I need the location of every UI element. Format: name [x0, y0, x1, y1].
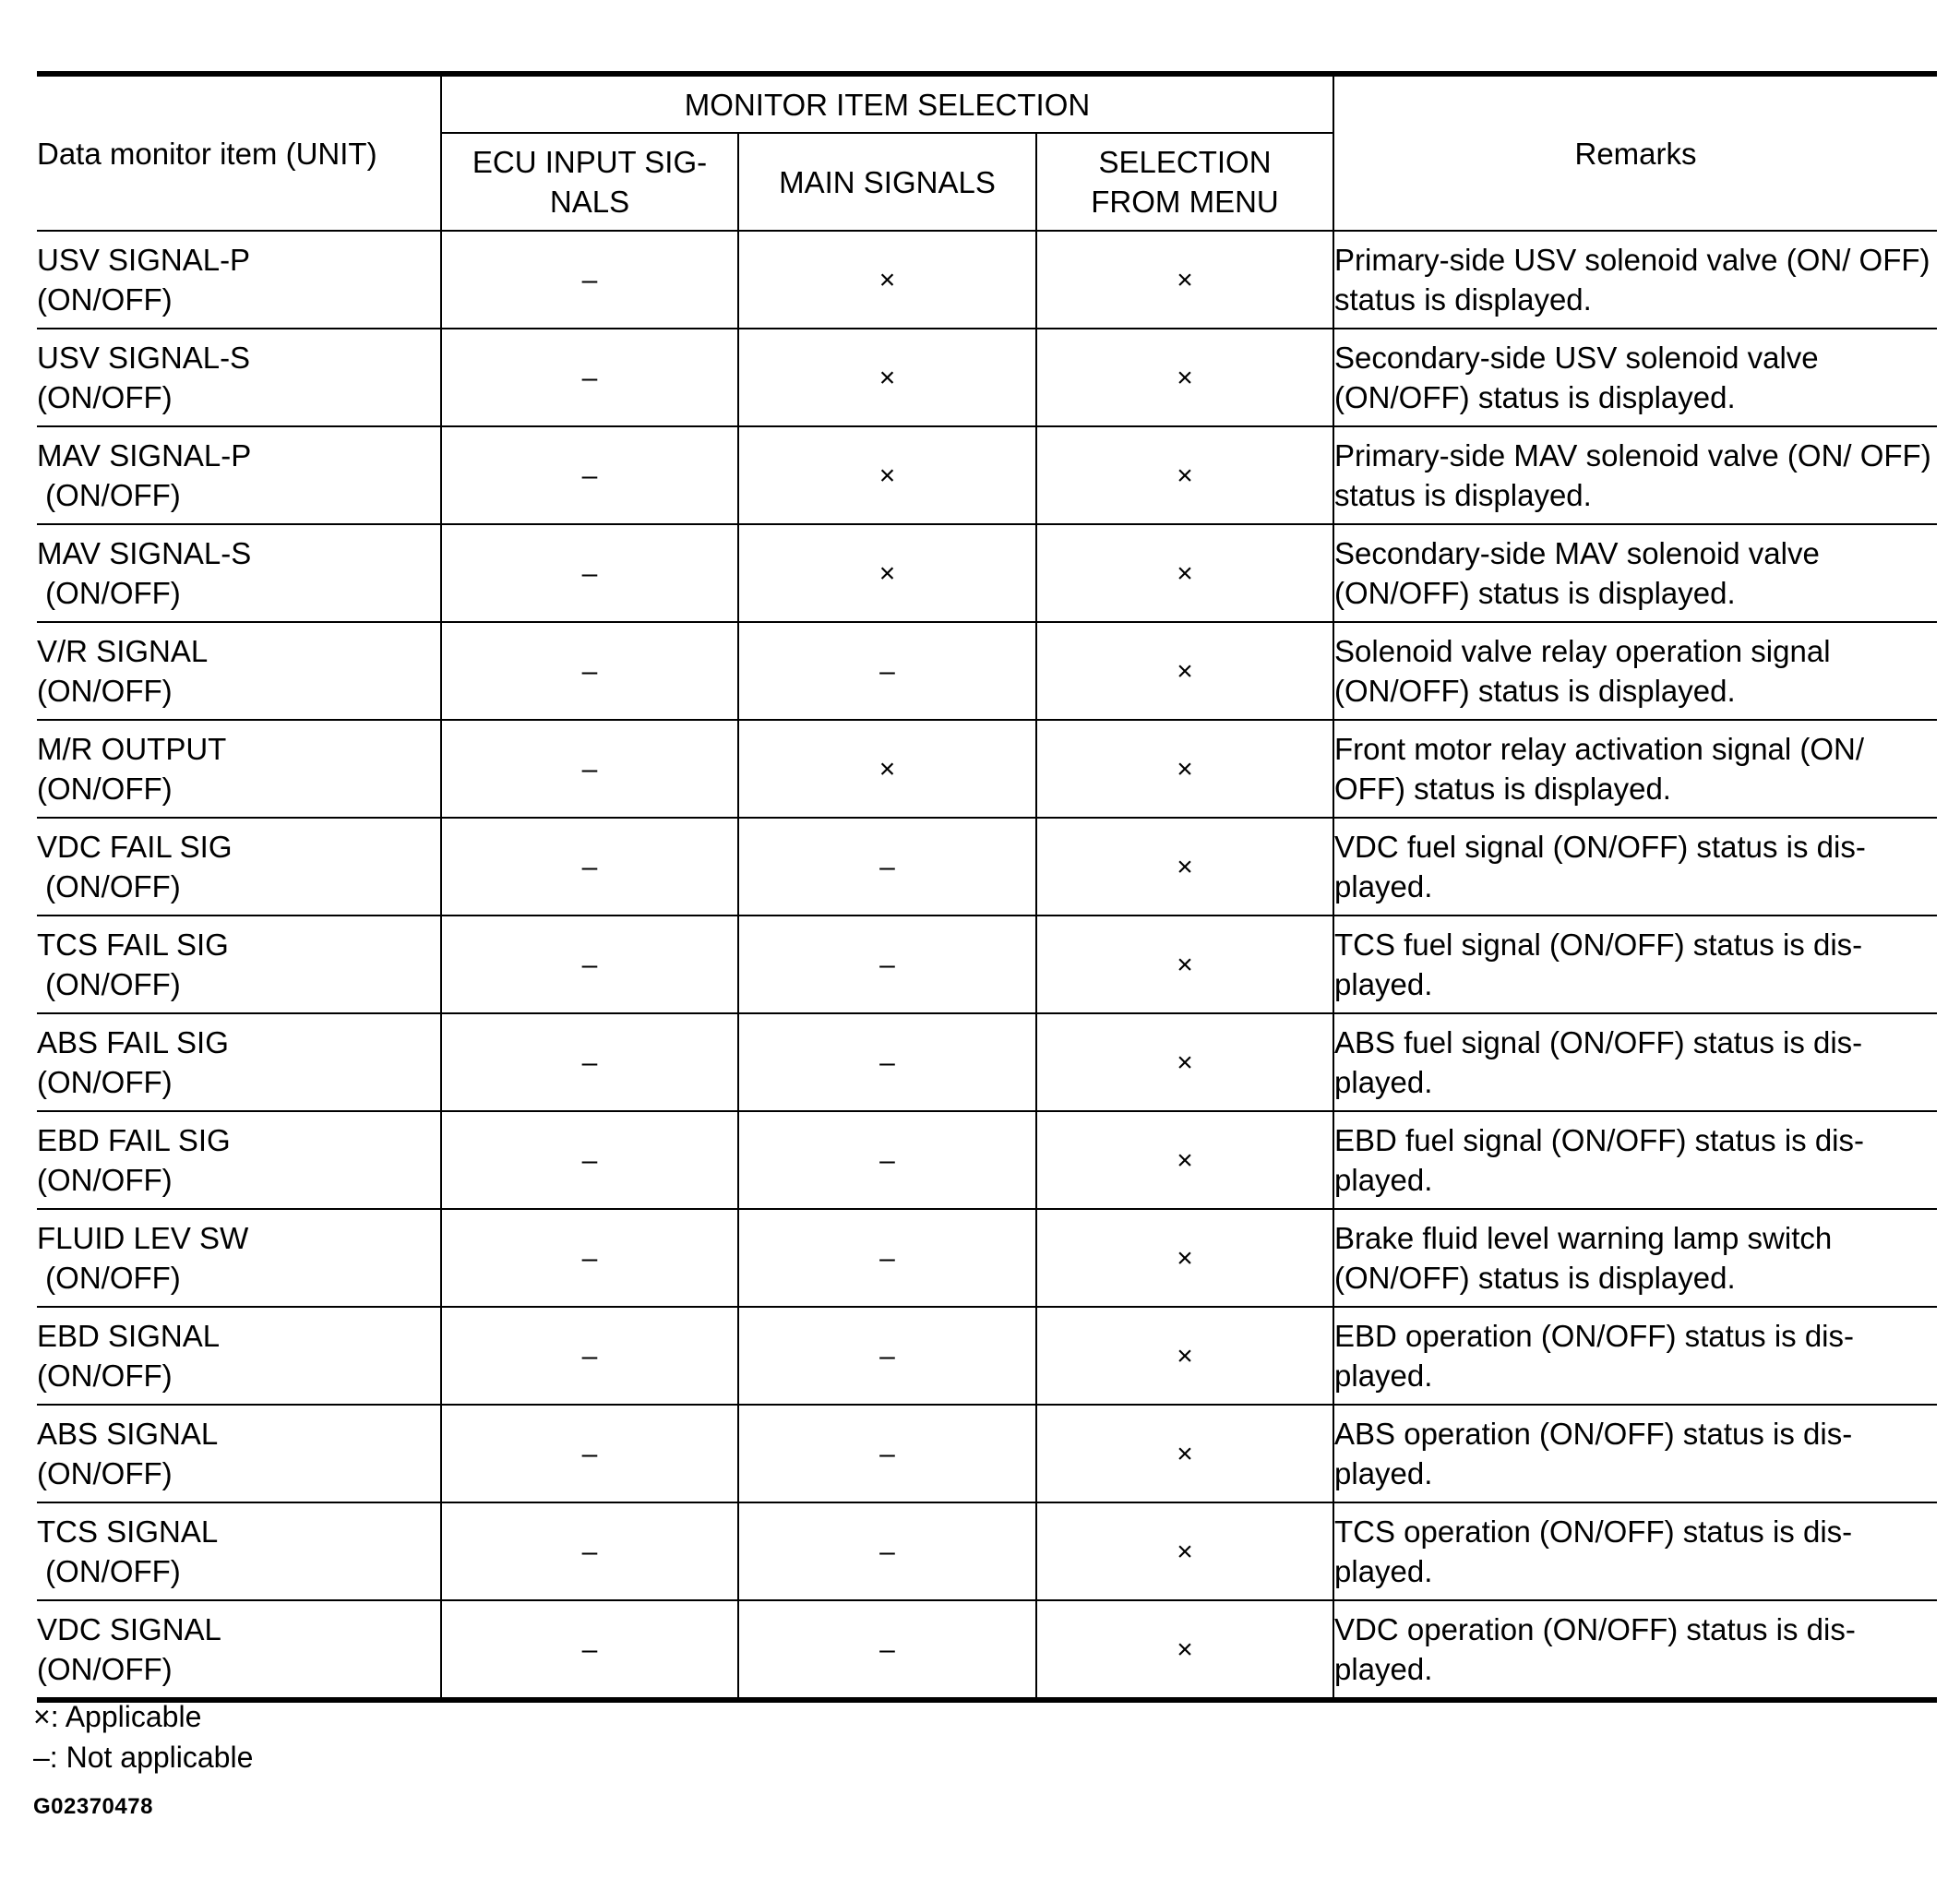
- selection-from-menu-mark: ×: [1036, 1600, 1333, 1700]
- main-signals-mark: –: [738, 1600, 1036, 1700]
- monitor-item-cell: TCS FAIL SIG (ON/OFF): [37, 916, 441, 1013]
- table-row: [37, 818, 1937, 916]
- table-row: [37, 231, 1937, 329]
- monitor-item-cell: EBD FAIL SIG (ON/OFF): [37, 1111, 441, 1209]
- main-signals-mark: –: [738, 1111, 1036, 1209]
- main-signals-mark: ×: [738, 720, 1036, 818]
- header-ecu-input-signals: [441, 133, 738, 231]
- remarks-cell: Front motor relay activation signal (ON/ OFF) status is displayed.: [1333, 720, 1937, 818]
- selection-from-menu-mark: ×: [1036, 524, 1333, 622]
- selection-from-menu-mark: ×: [1036, 1013, 1333, 1111]
- header-monitor-item-selection: MONITOR ITEM SELECTION: [441, 74, 1333, 133]
- remarks-cell: VDC fuel signal (ON/OFF) status is dis- played.: [1333, 818, 1937, 916]
- monitor-item-cell: USV SIGNAL-S (ON/OFF): [37, 329, 441, 426]
- table-row: [37, 1209, 1937, 1307]
- selection-from-menu-mark: ×: [1036, 231, 1333, 329]
- selection-from-menu-mark: ×: [1036, 1111, 1333, 1209]
- monitor-item-cell: MAV SIGNAL-S (ON/OFF): [37, 524, 441, 622]
- main-signals-mark: ×: [738, 426, 1036, 524]
- monitor-item-cell: FLUID LEV SW (ON/OFF): [37, 1209, 441, 1307]
- table-row: [37, 524, 1937, 622]
- table-row: [37, 1307, 1937, 1405]
- remarks-cell: ABS fuel signal (ON/OFF) status is dis- played.: [1333, 1013, 1937, 1111]
- selection-from-menu-mark: ×: [1036, 1502, 1333, 1600]
- figure-id: G02370478: [33, 1794, 153, 1819]
- selection-from-menu-mark: ×: [1036, 1405, 1333, 1502]
- legend-not-applicable: –: Not applicable: [33, 1741, 254, 1774]
- table-row: [37, 622, 1937, 720]
- remarks-cell: Brake fluid level warning lamp switch (ON/OFF) status is displayed.: [1333, 1209, 1937, 1307]
- header-selection-line-1: SELECTION: [1098, 145, 1272, 179]
- ecu-input-mark: –: [441, 329, 738, 426]
- header-selection-line-2: FROM MENU: [1091, 185, 1279, 219]
- ecu-input-mark: –: [441, 1307, 738, 1405]
- remarks-cell: Primary-side MAV solenoid valve (ON/ OFF) status is displayed.: [1333, 426, 1937, 524]
- ecu-input-mark: –: [441, 622, 738, 720]
- monitor-item-cell: V/R SIGNAL (ON/OFF): [37, 622, 441, 720]
- ecu-input-mark: –: [441, 1600, 738, 1700]
- monitor-item-cell: ABS SIGNAL (ON/OFF): [37, 1405, 441, 1502]
- main-signals-mark: –: [738, 916, 1036, 1013]
- main-signals-mark: ×: [738, 231, 1036, 329]
- monitor-item-cell: MAV SIGNAL-P (ON/OFF): [37, 426, 441, 524]
- table-row: [37, 916, 1937, 1013]
- monitor-item-cell: EBD SIGNAL (ON/OFF): [37, 1307, 441, 1405]
- table-row: [37, 1405, 1937, 1502]
- remarks-cell: Primary-side USV solenoid valve (ON/ OFF) status is displayed.: [1333, 231, 1937, 329]
- ecu-input-mark: –: [441, 426, 738, 524]
- table-row: [37, 1600, 1937, 1700]
- ecu-input-mark: –: [441, 1013, 738, 1111]
- selection-from-menu-mark: ×: [1036, 818, 1333, 916]
- table-row: [37, 1111, 1937, 1209]
- header-data-monitor-item: Data monitor item (UNIT): [37, 74, 441, 231]
- ecu-input-mark: –: [441, 720, 738, 818]
- remarks-cell: ABS operation (ON/OFF) status is dis- played.: [1333, 1405, 1937, 1502]
- ecu-input-mark: –: [441, 916, 738, 1013]
- monitor-item-cell: USV SIGNAL-P (ON/OFF): [37, 231, 441, 329]
- ecu-input-mark: –: [441, 818, 738, 916]
- header-remarks: Remarks: [1333, 74, 1937, 231]
- remarks-cell: VDC operation (ON/OFF) status is dis- played.: [1333, 1600, 1937, 1700]
- table-row: [37, 720, 1937, 818]
- ecu-input-mark: –: [441, 524, 738, 622]
- main-signals-mark: –: [738, 1209, 1036, 1307]
- selection-from-menu-mark: ×: [1036, 916, 1333, 1013]
- remarks-cell: EBD fuel signal (ON/OFF) status is dis- played.: [1333, 1111, 1937, 1209]
- remarks-cell: EBD operation (ON/OFF) status is dis- played.: [1333, 1307, 1937, 1405]
- main-signals-mark: ×: [738, 329, 1036, 426]
- main-signals-mark: –: [738, 1307, 1036, 1405]
- selection-from-menu-mark: ×: [1036, 329, 1333, 426]
- monitor-item-cell: TCS SIGNAL (ON/OFF): [37, 1502, 441, 1600]
- selection-from-menu-mark: ×: [1036, 1307, 1333, 1405]
- selection-from-menu-mark: ×: [1036, 622, 1333, 720]
- monitor-item-cell: VDC SIGNAL (ON/OFF): [37, 1600, 441, 1700]
- ecu-input-mark: –: [441, 231, 738, 329]
- header-main-signals: MAIN SIGNALS: [738, 133, 1036, 231]
- table-row: [37, 426, 1937, 524]
- header-ecu-line-2: NALS: [549, 185, 630, 219]
- ecu-input-mark: –: [441, 1502, 738, 1600]
- ecu-input-mark: –: [441, 1111, 738, 1209]
- selection-from-menu-mark: ×: [1036, 1209, 1333, 1307]
- remarks-cell: TCS fuel signal (ON/OFF) status is dis- played.: [1333, 916, 1937, 1013]
- table-row: [37, 329, 1937, 426]
- main-signals-mark: –: [738, 1405, 1036, 1502]
- monitor-item-cell: VDC FAIL SIG (ON/OFF): [37, 818, 441, 916]
- remarks-cell: TCS operation (ON/OFF) status is dis- played.: [1333, 1502, 1937, 1600]
- remarks-cell: Solenoid valve relay operation signal (ON/OFF) status is displayed.: [1333, 622, 1937, 720]
- remarks-cell: Secondary-side MAV solenoid valve (ON/OFF) status is displayed.: [1333, 524, 1937, 622]
- selection-from-menu-mark: ×: [1036, 426, 1333, 524]
- monitor-item-cell: M/R OUTPUT (ON/OFF): [37, 720, 441, 818]
- header-ecu-line-1: ECU INPUT SIG-: [472, 145, 708, 179]
- data-monitor-table: [37, 71, 1937, 1703]
- header-selection-from-menu: [1036, 133, 1333, 231]
- table-row: [37, 1013, 1937, 1111]
- monitor-item-cell: ABS FAIL SIG (ON/OFF): [37, 1013, 441, 1111]
- main-signals-mark: –: [738, 818, 1036, 916]
- main-signals-mark: ×: [738, 524, 1036, 622]
- remarks-cell: Secondary-side USV solenoid valve (ON/OFF) status is displayed.: [1333, 329, 1937, 426]
- legend-applicable: ×: Applicable: [33, 1700, 202, 1733]
- ecu-input-mark: –: [441, 1405, 738, 1502]
- main-signals-mark: –: [738, 622, 1036, 720]
- selection-from-menu-mark: ×: [1036, 720, 1333, 818]
- table-row: [37, 1502, 1937, 1600]
- main-signals-mark: –: [738, 1013, 1036, 1111]
- main-signals-mark: –: [738, 1502, 1036, 1600]
- ecu-input-mark: –: [441, 1209, 738, 1307]
- table-header-row: [37, 74, 1937, 133]
